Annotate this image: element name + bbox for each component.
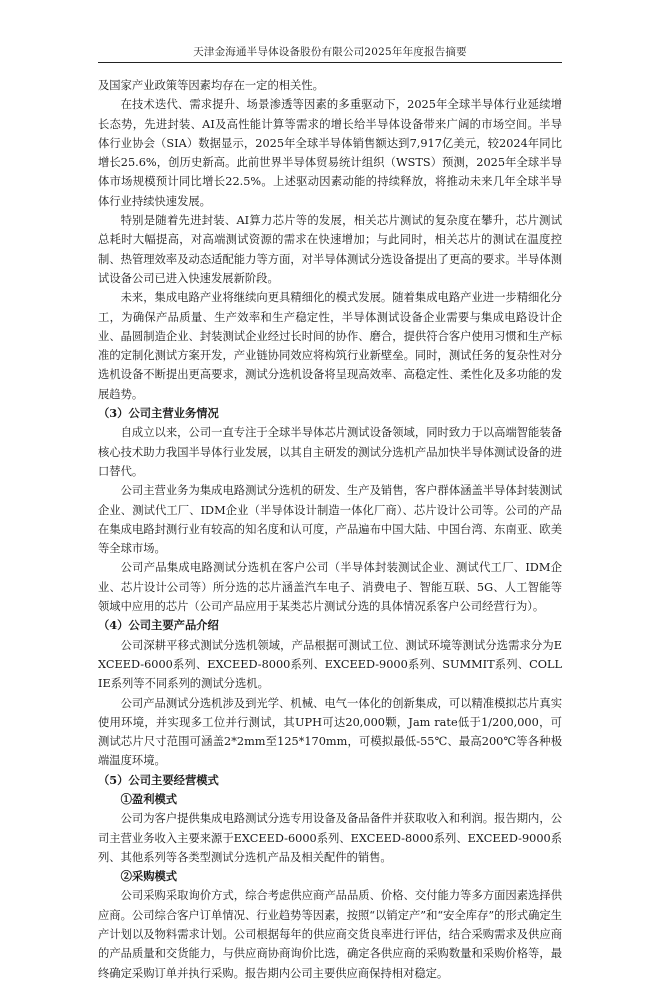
section-heading-main-business: （3）公司主营业务情况 [98, 406, 219, 421]
paragraph-advanced-packaging: 特别是随着先进封装、AI算力芯片等的发展，相关芯片测试的复杂度在攀升，芯片测试总耗时大幅提高，对高端测试资源的需求在快速增加；与此同时，相关芯片的测试在温度控制、热管理效率及动态适配能力等方面，对半导体测试分选设备提出了更高的要求。半导体测试设备公司已进入快速发展新阶段。 [98, 214, 562, 285]
paragraph-product-specs: 公司产品测试分选机涉及到光学、机械、电气一体化的创新集成，可以精准模拟芯片真实使用环境，并实现多工位并行测试，其UPH可达20,000颗，Jam rate低于1/200,000，可测试芯片尺寸范围可涵盖2*2mm至125*170mm，可模拟最低-55℃、最高200℃等各种极端温度环境。 [98, 696, 562, 768]
page-header: 天津金海通半导体设备股份有限公司2025年年度报告摘要 [193, 46, 467, 58]
subheading-profit-model: ①盈利模式 [120, 791, 178, 806]
paragraph-policy-note: 及国家产业政策等因素均存在一定的相关性。 [98, 79, 324, 92]
paragraph-company-focus: 自成立以来，公司一直专注于全球半导体芯片测试设备领域，同时致力于以高端智能装备核心技术助力我国半导体行业发展，以其自主研发的测试分选机产品加快半导体测试设备的进口替代。 [98, 426, 562, 478]
section-heading-business-model: （5）公司主要经营模式 [98, 772, 219, 787]
header-divider [98, 62, 562, 63]
section-heading-products: （4）公司主要产品介绍 [98, 618, 219, 633]
paragraph-procurement-model: 公司采购采取询价方式，综合考虑供应商产品品质、价格、交付能力等多方面因素选择供应商。公司综合客户订单情况、行业趋势等因素，按照“以销定产”和“安全库存”的形式确定生产计划以及物料需求计划。公司根据每年的供应商交货良率进行评估，结合采购需求及供应商的产品质量和交货能力，与供应商协商询价比选，确定各供应商的采购数量和采购价格等，最终确定采购订单并执行采购。报告期内公司主要供应商保持相对稳定。 [98, 889, 562, 980]
paragraph-industry-growth: 在技术迭代、需求提升、场景渗透等因素的多重驱动下，2025年全球半导体行业延续增长态势，先进封装、AI及高性能计算等需求的增长给半导体设备带来广阔的市场空间。半导体行业协会（SIA）数据显示，2025年全球半导体销售额达到7,917亿美元，较2024年同比增长25.6%，创历史新高。此前世界半导体贸易统计组织（WSTS）预测，2025年全球半导体市场规模预计同比增长22.5%。上述驱动因素动能的持续释放，将推动未来几年全球半导体行业持续快速发展。 [98, 98, 562, 208]
paragraph-main-business: 公司主营业务为集成电路测试分选机的研发、生产及销售，客户群体涵盖半导体封装测试企业、测试代工厂、IDM企业（半导体设计制造一体化厂商）、芯片设计公司等。公司的产品在集成电路封测行业有较高的知名度和认可度，产品遍布中国大陆、中国台湾、东南亚、欧美等全球市场。 [98, 484, 562, 556]
paragraph-applications: 公司产品集成电路测试分选机在客户公司（半导体封装测试企业、测试代工厂、IDM企业、芯片设计公司等）所分选的芯片涵盖汽车电子、消费电子、智能互联、5G、人工智能等领域中应用的芯片（公司产品应用于某类芯片测试分选的具体情况系客户公司经营行为）。 [98, 561, 562, 614]
subheading-procurement-model: ②采购模式 [120, 869, 178, 884]
paragraph-product-series: 公司深耕平移式测试分选机领域，产品根据可测试工位、测试环境等测试分选需求分为EXCEED-6000系列、EXCEED-8000系列、EXCEED-9000系列、SUMMIT系列、COLLIE系列等不同系列的测试分选机。 [98, 638, 562, 691]
paragraph-future-trend: 未来，集成电路产业将继续向更具精细化的模式发展。随着集成电路产业进一步精细化分工，为确保产品质量、生产效率和生产稳定性，半导体测试设备企业需要与集成电路设计企业、晶圆制造企业、封装测试企业经过长时间的协作、磨合，提供符合客户使用习惯和生产标准的定制化测试方案开发，产业链协同效应将构筑行业新壁垒。同时，测试任务的复杂性对分选机设备不断提出更高要求，测试分选机设备将呈现高效率、高稳定性、柔性化及多功能的发展趋势。 [98, 291, 562, 401]
paragraph-profit-model: 公司为客户提供集成电路测试分选专用设备及备品备件并获取收入和利润。报告期内，公司主营业务收入主要来源于EXCEED-6000系列、EXCEED-8000系列、EXCEED-9000系列、其他系列等各类型测试分选机产品及相关配件的销售。 [98, 812, 562, 864]
document-body [98, 76, 562, 983]
